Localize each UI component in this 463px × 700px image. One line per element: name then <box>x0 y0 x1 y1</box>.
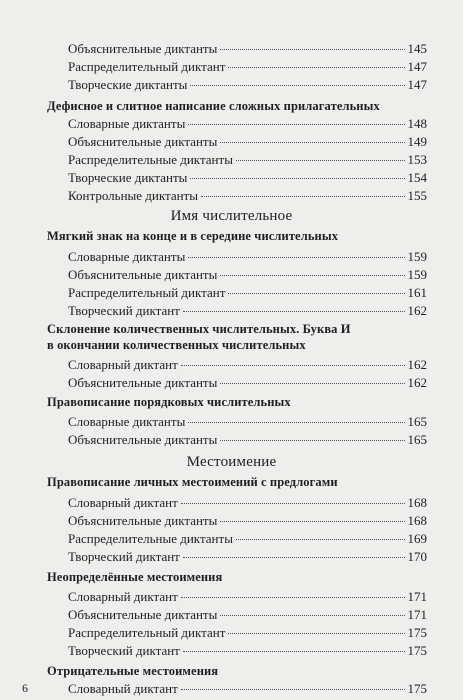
toc-entry-label: Объяснительные диктанты <box>68 267 218 282</box>
toc-entry <box>0 530 463 548</box>
toc-entry-label: Словарные диктанты <box>68 249 186 264</box>
toc-entry-label: Объяснительные диктанты <box>68 432 218 447</box>
dot-leader <box>181 365 405 366</box>
toc-entry <box>0 115 463 133</box>
dot-leader <box>220 49 404 50</box>
toc-entry-label: Творческий диктант <box>68 549 180 564</box>
toc-entry-page: 145 <box>407 41 427 56</box>
toc-entry-page: 148 <box>407 116 427 131</box>
toc-entry-label: Контрольные диктанты <box>68 188 198 203</box>
toc-entry <box>0 58 463 76</box>
dot-leader <box>228 67 404 68</box>
toc-entry <box>0 133 463 151</box>
toc-entry-page: 161 <box>407 285 427 300</box>
section-heading: Правописание порядковых числительных <box>47 395 291 409</box>
toc-entry <box>0 494 463 512</box>
toc-entry-page: 162 <box>407 375 427 390</box>
toc-entry <box>0 169 463 187</box>
toc-entry-page: 149 <box>407 134 427 149</box>
toc-entry-page: 162 <box>407 357 427 372</box>
toc-entry-page: 171 <box>407 607 427 622</box>
section-heading: Отрицательные местоимения <box>47 664 219 678</box>
toc-entry-page: 168 <box>407 513 427 528</box>
toc-entry <box>0 548 463 566</box>
toc-entry <box>0 642 463 660</box>
dot-leader <box>228 633 404 634</box>
dot-leader <box>181 689 405 690</box>
dot-leader <box>190 178 404 179</box>
toc-entry-page: 147 <box>407 59 427 74</box>
toc-entry-page: 165 <box>407 432 427 447</box>
dot-leader <box>190 85 404 86</box>
dot-leader <box>228 293 404 294</box>
toc-entry-label: Объяснительные диктанты <box>68 41 218 56</box>
toc-entry <box>0 266 463 284</box>
dot-leader <box>183 557 405 558</box>
toc-entry-label: Объяснительные диктанты <box>68 513 218 528</box>
dot-leader <box>220 275 404 276</box>
toc-entry <box>0 248 463 266</box>
dot-leader <box>201 196 405 197</box>
toc-entry-label: Словарный диктант <box>68 495 178 510</box>
toc-entry <box>0 374 463 392</box>
dot-leader <box>236 160 405 161</box>
toc-entry-page: 168 <box>407 495 427 510</box>
toc-entry-page: 169 <box>407 531 427 546</box>
toc-entry-page: 175 <box>407 681 427 696</box>
toc-entry-page: 154 <box>407 170 427 185</box>
toc-entry-label: Словарные диктанты <box>68 116 186 131</box>
toc-entry <box>0 151 463 169</box>
dot-leader <box>220 383 404 384</box>
toc-entry <box>0 431 463 449</box>
dot-leader <box>220 521 404 522</box>
toc-entry-page: 147 <box>407 77 427 92</box>
section-heading: Дефисное и слитное написание сложных прилагательных <box>47 99 380 113</box>
section-heading: Склонение количественных числительных. Буква И <box>47 322 351 336</box>
section-heading: Неопределённые местоимения <box>47 570 223 584</box>
toc-entry-page: 162 <box>407 303 427 318</box>
dot-leader <box>220 440 404 441</box>
toc-entry <box>0 76 463 94</box>
toc-entry <box>0 413 463 431</box>
toc-entry-page: 159 <box>407 267 427 282</box>
toc-entry-label: Распределительный диктант <box>68 59 226 74</box>
toc-entry-label: Распределительный диктант <box>68 625 226 640</box>
toc-entry <box>0 680 463 698</box>
toc-entry-page: 175 <box>407 625 427 640</box>
dot-leader <box>181 597 405 598</box>
toc-entry-label: Словарный диктант <box>68 681 178 696</box>
toc-entry-label: Творческие диктанты <box>68 170 188 185</box>
toc-entry-label: Словарный диктант <box>68 589 178 604</box>
toc-entry-label: Творческий диктант <box>68 303 180 318</box>
toc-entry-page: 159 <box>407 249 427 264</box>
toc-entry <box>0 606 463 624</box>
toc-entry-label: Распределительный диктант <box>68 285 226 300</box>
toc-entry <box>0 187 463 205</box>
dot-leader <box>236 539 405 540</box>
dot-leader <box>220 615 404 616</box>
dot-leader <box>181 503 405 504</box>
toc-entry <box>0 588 463 606</box>
toc-entry <box>0 302 463 320</box>
dot-leader <box>188 124 404 125</box>
chapter-title: Местоимение <box>186 454 277 470</box>
section-heading: Мягкий знак на конце и в середине числительных <box>47 229 339 243</box>
dot-leader <box>188 422 404 423</box>
dot-leader <box>183 651 405 652</box>
dot-leader <box>220 142 404 143</box>
section-heading: в окончании количественных числительных <box>47 338 306 352</box>
section-heading: Правописание личных местоимений с предлогами <box>47 475 338 489</box>
toc-entry <box>0 624 463 642</box>
dot-leader <box>188 257 404 258</box>
toc-entry-page: 153 <box>407 152 427 167</box>
chapter-title: Имя числительное <box>170 208 293 224</box>
toc-entry <box>0 284 463 302</box>
toc-entry-label: Распределительные диктанты <box>68 531 233 546</box>
toc-entry <box>0 512 463 530</box>
dot-leader <box>183 311 405 312</box>
toc-entry-label: Словарный диктант <box>68 357 178 372</box>
toc-entry-label: Словарные диктанты <box>68 414 186 429</box>
toc-entry-label: Объяснительные диктанты <box>68 134 218 149</box>
toc-entry-page: 171 <box>407 589 427 604</box>
toc-entry-label: Объяснительные диктанты <box>68 607 218 622</box>
toc-entry-page: 165 <box>407 414 427 429</box>
toc-entry-label: Творческий диктант <box>68 643 180 658</box>
toc-entry-page: 175 <box>407 643 427 658</box>
toc-entry <box>0 40 463 58</box>
toc-entry-page: 170 <box>407 549 427 564</box>
page-number: 6 <box>22 681 28 695</box>
toc-entry-label: Объяснительные диктанты <box>68 375 218 390</box>
toc-entry-page: 155 <box>407 188 427 203</box>
toc-entry <box>0 356 463 374</box>
toc-entry-label: Распределительные диктанты <box>68 152 233 167</box>
toc-entry-label: Творческие диктанты <box>68 77 188 92</box>
